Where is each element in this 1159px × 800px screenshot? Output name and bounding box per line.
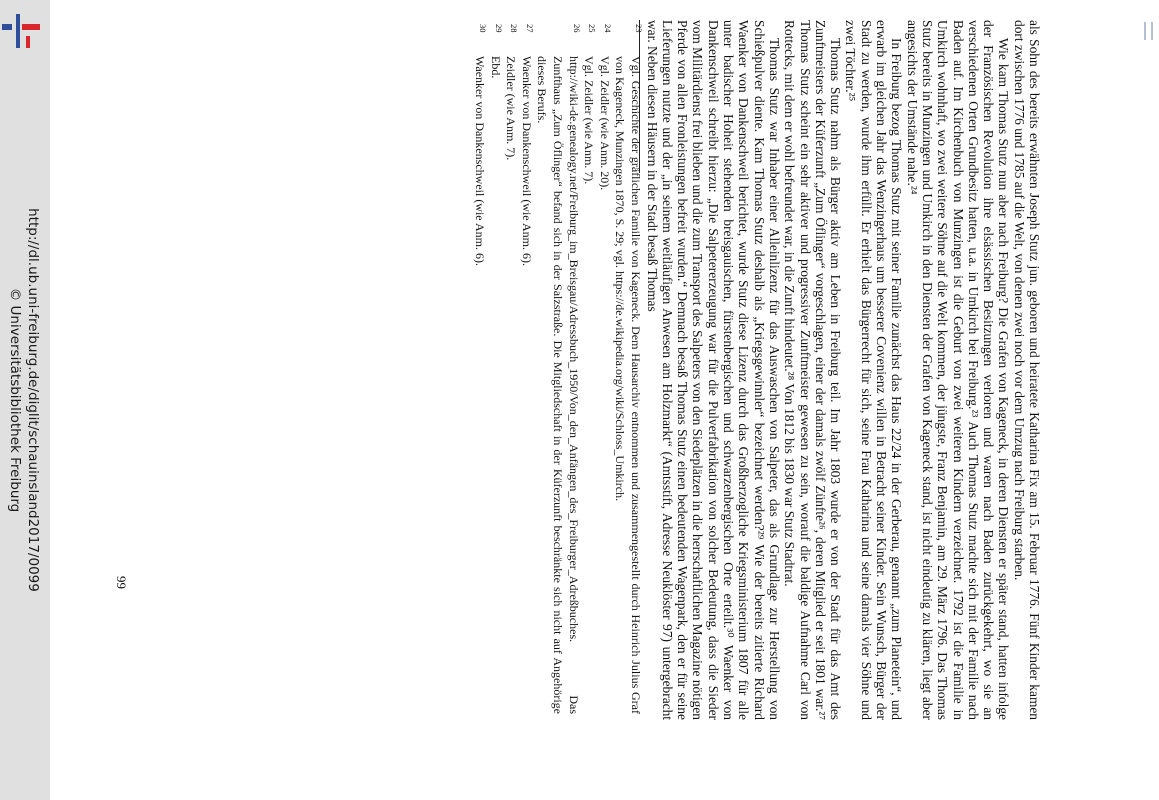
- footnote-number: 27: [524, 24, 535, 33]
- footnote-text: Vgl. Zeidler (wie Anm. 7).: [582, 56, 597, 185]
- footnote-number: 24: [602, 24, 613, 33]
- page-number: 99: [114, 576, 129, 589]
- footnote-text: Vgl. Geschichte der gräflichen Familie von Kageneck. Dem Hausarchiv entnommen und zusammengestellt durch Heinrich Julius Graf von Kageneck, Munzingen 1870, S. 29; vgl. https://de.wikipedia.org/wiki/Schloss_Umkirch.: [613, 56, 643, 714]
- footnote-text: Zeidler (wie Anm. 7).: [504, 56, 519, 161]
- page-source-caption: [0, 0, 50, 800]
- footnote: [581, 24, 597, 714]
- footnote-number: 30: [478, 24, 489, 33]
- footnote: [596, 24, 612, 714]
- footnote-text: Waenker von Dankenschweil (wie Anm. 6).: [473, 56, 488, 266]
- page-url[interactable]: http://dl.ub.uni-freiburg.de/diglit/schauinsland2017/0099: [25, 208, 41, 592]
- footnotes: [471, 24, 643, 714]
- footnote: [471, 24, 487, 714]
- footnote-number: 25: [587, 24, 598, 33]
- footnote: [518, 24, 534, 714]
- copyright-notice: © Universitätsbibliothek Freiburg: [7, 287, 23, 513]
- paragraph-4: Thomas Stutz nahm als Bürger aktiv am Leben in Freiburg teil. Im Jahr 1803 wurde er von der Stadt für das Amt des Zunftmeisters der Küferzunft „Zum Öflinger“ vorgeschlagen, einer der damals zwölf Zünfte²⁶, deren Mitglied er seit 1801 war.²⁷ Thomas Stutz scheint ein sehr aktiver und progressiver Zunftmeister gewesen zu sein, worauf die baldige Aufnahme Carl von Rottecks, mit dem er wohl befreundet war, in die Zunft hindeutet.²⁸ Von 1812 bis 1830 war Stutz Stadtrat.: [782, 20, 844, 720]
- footnote-text: Ebd.: [488, 56, 503, 79]
- paragraph-5: Thomas Stutz war Inhaber einer Alleinlizenz für das Auswaschen von Salpeter, das als Grundlage zur Herstellung von Schießpulver diente. Kam Thomas Stutz deshalb als „Kriegsgewinnler“ bezeichnet werden?²⁹ Wie der bereits zitierte Richard Waenker von Dankenschweil berichtet, wurde Stutz diese Lizenz durch das Großherzogliche Kriegsministerium 1807 für alle unter badischer Hoheit stehenden breisgauischen, fürstenbergischen und schwarzenbergischen Orte erteilt.³⁰ Waenker von Dankenschweil schreibt hierzu: „Die Salpetererzeugung war für die Pulverfabrikation von solcher Bedeutung, dass die Sieder vom Militärdienst frei blieben und die zum Transport des Salpeters von den Siedeplätzen in die herrschaftlichen Magazine nötigen Pferde von allen Fronleistungen befreit wurden.“ Demnach besaß Thomas Stutz einen bedeutenden Wagenpark, den er für seine Lieferungen nutzte und der „in seinem weitläufigen Anwesen am Holzmarkt“ (Amtsstift, Adresse Neuklöster 97) untergebracht war. Neben diesen Häusern in der Stadt besaß Thomas: [644, 20, 782, 720]
- footnote-text: Waenker von Dankenschweil (wie Anm. 6).: [519, 56, 534, 266]
- footnote-text: Vgl. Zeidler (wie Anm. 20).: [597, 56, 612, 191]
- footnote: [487, 24, 503, 714]
- footnote-number: 29: [493, 24, 504, 33]
- footnote-number: 26: [571, 24, 582, 33]
- footnote-number: 23: [634, 24, 644, 33]
- footnote-text: http://wiki-de.genealogy.net/Freiburg_im_Breisgau/Adressbuch_1950/Von_den_Anfängen_des_Freiburger_Adreßbuches. Das Zunfthaus „Zum Öflinger“ befand sich in der Salzstraße. Die Mitgliedschaft in der Küferzunft beschränkte sich nicht auf Angehörige dieses Berufs.: [535, 56, 581, 714]
- footnote: [534, 24, 581, 714]
- footnote-number: 28: [509, 24, 520, 33]
- footnote: [612, 24, 643, 714]
- scanned-page: [50, 0, 1159, 800]
- paragraph-1: als Sohn des bereits erwähnten Joseph Stutz jun. geboren und heiratete Katharina Fix am 15. Februar 1776. Fünf Kinder kamen dort zwischen 1776 und 1785 auf die Welt, von denen zwei noch vor dem Umzug nach Freiburg starben.: [1011, 20, 1042, 720]
- paragraph-2: Wie kam Thomas Stutz nun aber nach Freiburg? Die Grafen von Kageneck, in deren Diensten er später stand, hatten infolge der Französischen Revolution ihre elsässischen Besitzungen verloren und waren nach Baden zurückgekehrt, wo sie an verschiedenen Orten Grundbesitz hatten, u.a. in Umkirch bei Freiburg.²³ Auch Thomas Stutz machte sich mit der Familie nach Baden auf. Im Kirchenbuch von Munzingen ist die Geburt von zwei weiteren Kindern verzeichnet. 1792 ist die Familie in Umkirch wohnhaft, wo zwei weitere Söhne auf die Welt kommen, der jüngste, Franz Benjamin, am 29. März 1796. Das Thomas Stutz bereits in Munzingen und Umkirch in den Diensten der Grafen von Kageneck stand, ist nicht eindeutig zu klären, liegt aber angesichts der Umstände nahe.²⁴: [904, 20, 1012, 720]
- paragraph-3: In Freiburg bezog Thomas Stutz mit seiner Familie zunächst das Haus 22/24 in der Gerberau, genannt „zum Planetein“, und erwarb im gleichen Jahr das Wenzingerhaus um besserer Covenienz willen in Betracht seiner Kinder. Sein Wunsch, Bürger der Stadt zu werden, wurde ihm erfüllt. Er erhielt das Bürgerrecht für sich, seine Frau Katharina und seine damals vier Söhne und zwei Töchter.²⁵: [843, 20, 905, 720]
- footnote: [503, 24, 519, 714]
- body-text: [644, 20, 1042, 720]
